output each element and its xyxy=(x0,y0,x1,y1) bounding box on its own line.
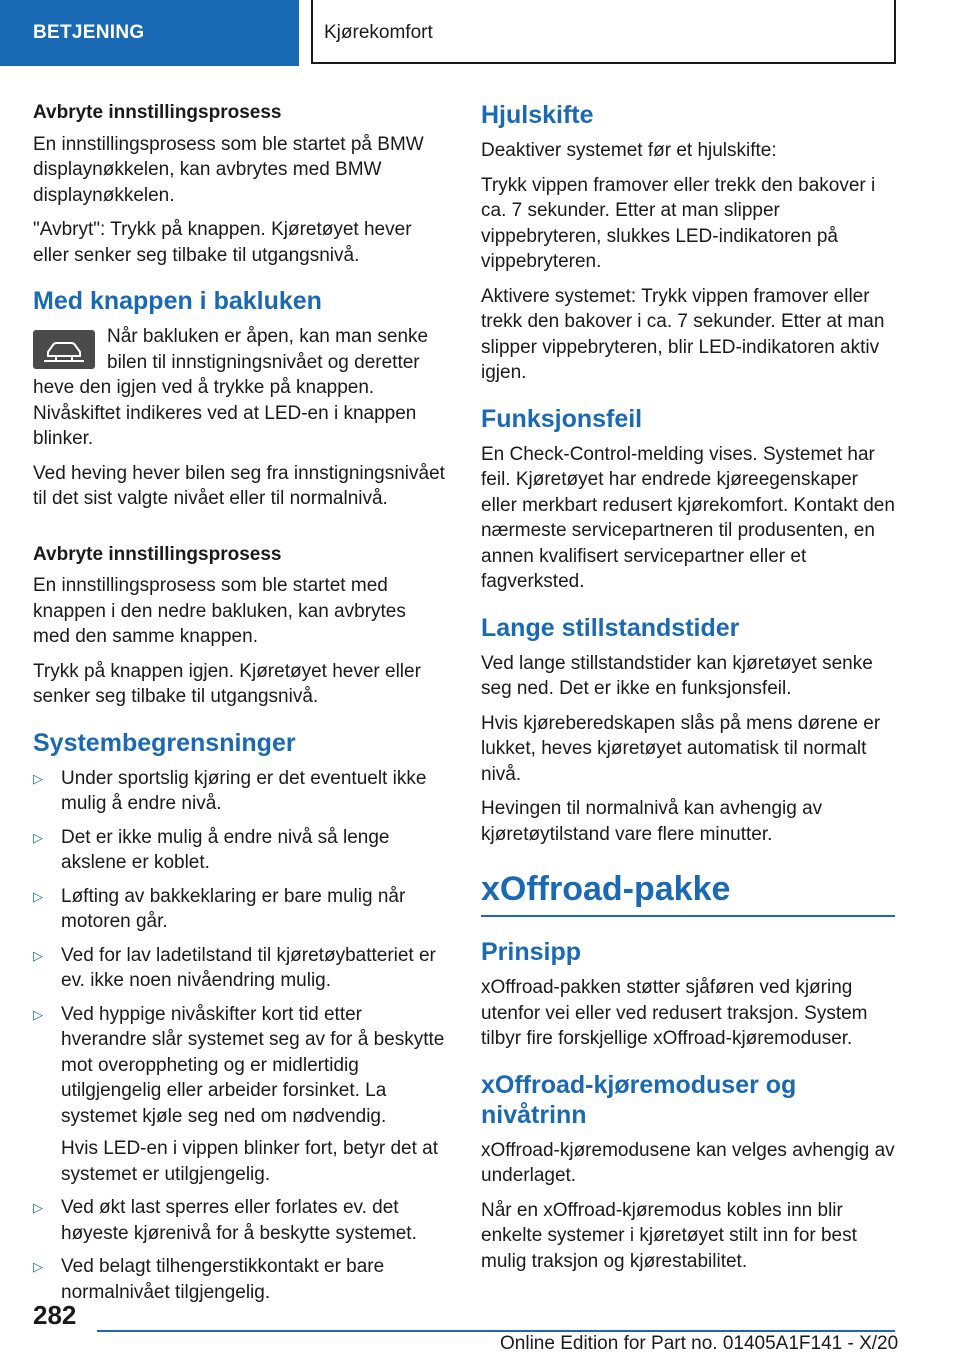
heading-stillstandstider: Lange stillstandstider xyxy=(481,613,740,642)
paragraph: En innstillingsprosess som ble startet med knappen i den nedre bakluken, kan avbrytes med den samme knappen. xyxy=(33,575,406,647)
subheading-cancel-1: Avbryte innstillingsprosess xyxy=(33,102,282,123)
triangle-bullet-icon: ▷ xyxy=(33,888,43,904)
paragraph: En Check-Control-melding vises. Systemet har feil. Kjøretøyet har endrede kjøreegenskaper eller merkbart redusert kjørekomfort. Kontakt den nærmeste servicepartneren til produsenten, en annen kvalifisert servicepartner eller et fagverksted. xyxy=(481,443,895,592)
triangle-bullet-icon: ▷ xyxy=(33,947,43,963)
paragraph: Ved lange stillstandstider kan kjøretøyet senke seg ned. Det er ikke en funksjonsfeil. xyxy=(481,652,873,699)
triangle-bullet-icon: ▷ xyxy=(33,1006,43,1022)
subheading-cancel-2: Avbryte innstillingsprosess xyxy=(33,543,282,565)
paragraph: En innstillingsprosess som ble startet på BMW displaynøkkelen, kan avbrytes med BMW displaynøkkelen. xyxy=(33,133,424,206)
paragraph: Deaktiver systemet før et hjulskifte: xyxy=(481,140,777,161)
car-lift-icon xyxy=(33,330,95,369)
footer-rule xyxy=(97,1330,895,1332)
paragraph: Trykk på knappen igjen. Kjøretøyet hever eller senker seg tilbake til utgangsnivå. xyxy=(33,660,421,707)
list-item: ▷ Ved økt last sperres eller forlates ev. det høyeste kjørenivå for å beskytte systemet. xyxy=(33,1197,417,1244)
triangle-bullet-icon: ▷ xyxy=(33,829,43,845)
triangle-bullet-icon: ▷ xyxy=(33,770,43,786)
paragraph: xOffroad-kjøremodusene kan velges avhengig av underlaget. xyxy=(481,1139,895,1186)
paragraph: xOffroad-pakken støtter sjåføren ved kjøring utenfor vei eller ved redusert traksjon. System tilbyr fire forskjellige xOffroad-kjøremoduser. xyxy=(481,977,868,1049)
section-tab: BETJENING xyxy=(0,0,299,66)
list-item: ▷ Ved belagt tilhengerstikkontakt er bare normalnivået tilgjengelig. xyxy=(33,1256,385,1303)
heading-prinsipp: Prinsipp xyxy=(481,938,582,966)
page-number: 282 xyxy=(33,1300,77,1330)
chapter-heading-block xyxy=(481,869,895,917)
limitations-list xyxy=(33,766,445,1306)
list-item: ▷ Ved for lav ladetilstand til kjøretøybatteriet er ev. ikke noen nivåendring mulig. xyxy=(33,944,436,991)
heading-hjulskifte: Hjulskifte xyxy=(481,101,594,129)
paragraph: Hvis kjøreberedskapen slås på mens dørene er lukket, heves kjøretøyet automatisk til normalt nivå. xyxy=(481,712,881,785)
breadcrumb: Kjørekomfort xyxy=(324,22,433,43)
paragraph: Aktivere systemet: Trykk vippen framover eller trekk den bakover i ca. 7 sekunder. Etter at man slipper vippebryteren, blir LED-indikatoren aktiv igjen. xyxy=(481,285,885,383)
footer-edition: Online Edition for Part no. 01405A1F141 - X/20 xyxy=(500,1333,899,1354)
paragraph: Når en xOffroad-kjøremodus kobles inn blir enkelte systemer i kjøretøyet stilt inn for best mulig traksjon og kjørestabilitet. xyxy=(481,1199,857,1272)
heading-bakluke: Med knappen i bakluken xyxy=(33,287,322,315)
right-column xyxy=(481,100,895,1283)
list-item: ▷ Det er ikke mulig å endre nivå så lenge akslene er koblet. xyxy=(33,826,390,873)
list-item: ▷ Løfting av bakkeklaring er bare mulig når motoren går. xyxy=(33,885,406,932)
left-column xyxy=(33,100,445,1313)
paragraph: Hevingen til normalnivå kan avhengig av kjøretøytilstand vare flere minutter. xyxy=(481,798,823,845)
paragraph: Ved heving hever bilen seg fra innstigningsnivået til det sist valgte nivået eller til normalnivå. xyxy=(33,462,445,509)
triangle-bullet-icon: ▷ xyxy=(33,1259,43,1274)
page-header xyxy=(0,0,960,66)
list-item-note: Hvis LED-en i vippen blinker fort, betyr det at systemet er utilgjengelig. xyxy=(61,1138,439,1185)
chapter-heading-xoffroad: xOffroad-pakke xyxy=(481,870,731,908)
list-item: ▷ Under sportslig kjøring er det eventuelt ikke mulig å endre nivå. xyxy=(33,767,427,814)
list-item: ▷ Ved hyppige nivåskifter kort tid etter hverandre slår systemet seg av for å beskytte mot overoppheting og er midlertidig utilgjengelig eller arbeider forsinket. La systemet kjøle seg ned om nødvendig. Hvis LED-en i vippen blinker fort, betyr det at systemet er utilgjengelig. xyxy=(33,1002,445,1188)
heading-kjoremoduser: xOffroad-kjøremoduser og nivåtrinn xyxy=(481,1070,797,1129)
paragraph: Trykk vippen framover eller trekk den bakover i ca. 7 sekunder. Etter at man slipper vippebryteren, slukkes LED-indikatoren på vippebryteren. xyxy=(481,174,876,272)
heading-systembegrensninger: Systembegrensninger xyxy=(33,728,296,757)
paragraph: Når bakluken er åpen, kan man senke bilen til innstigningsnivået og deretter heve den igjen ved å trykke på knappen. Nivåskiftet indikeres ved at LED-en i knappen blinker. xyxy=(33,326,429,449)
paragraph: "Avbryt": Trykk på knappen. Kjøretøyet hever eller senker seg tilbake til utgangsnivå. xyxy=(33,219,412,266)
heading-funksjonsfeil: Funksjonsfeil xyxy=(481,404,643,433)
triangle-bullet-icon: ▷ xyxy=(33,1200,43,1215)
